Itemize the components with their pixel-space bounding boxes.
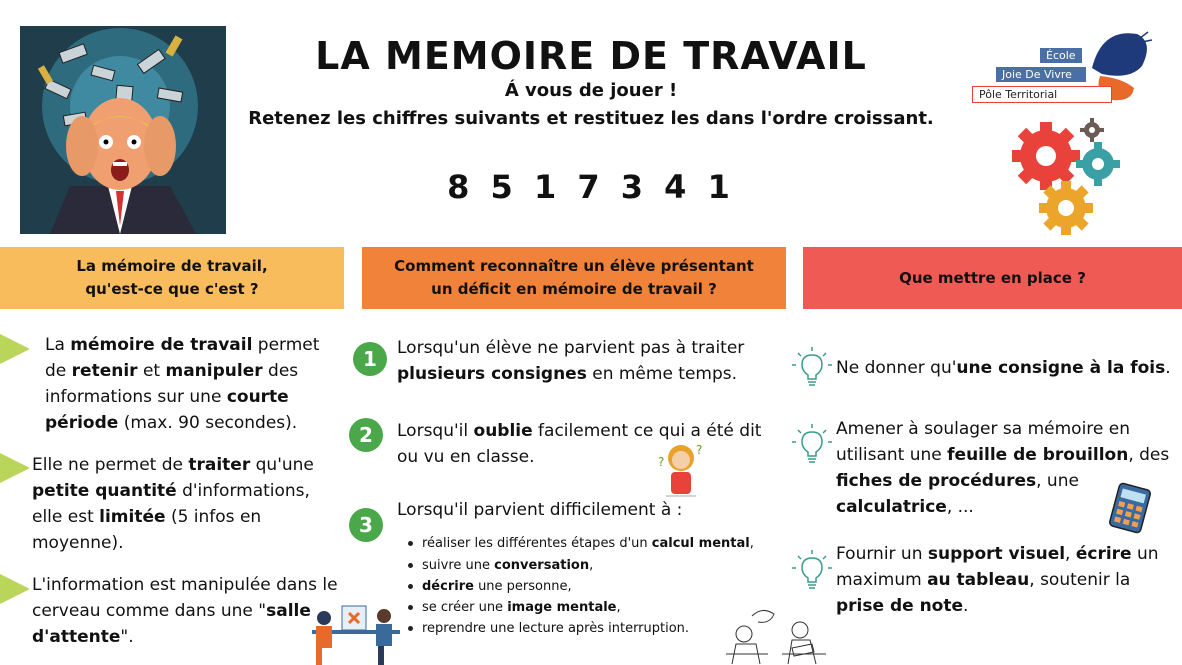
calculator-icon [1104,482,1156,534]
logo-line-joie: Joie De Vivre [996,67,1086,82]
students-sketch-icon [722,604,832,665]
column-heading-what-is [0,247,344,309]
capacity-paragraph: Elle ne permet de traiter qu'une petite quantité d'informations, elle est limitée (5 infos en moyenne). [32,455,314,553]
heading-line: Que mettre en place ? [899,268,1086,287]
logo-line-pole: Pôle Territorial [972,86,1112,103]
tip-visual-support: Fournir un support visuel, écrire un maximum au tableau, soutenir la prise de note. [836,544,1159,616]
list-item: reprendre une lecture après interruption. [408,618,689,639]
sign-difficulty: Lorsqu'il parvient difficilement à : [397,500,683,520]
waiting-room-icon [312,600,400,665]
list-item: suivre une conversation, [408,555,593,576]
lightbulb-icon [790,345,834,389]
green-arrow-icon [0,574,30,604]
lightbulb-icon [790,548,834,592]
gears-icon [1010,116,1130,238]
sign-forgets: Lorsqu'il oublie facilement ce qui a été dit ou vu en classe. [397,421,762,467]
waiting-room-paragraph: L'information est manipulée dans le cerveau comme dans une "salle d'attente". [32,575,338,647]
list-item: se créer une image mentale, [408,597,621,618]
column-heading-recognize [362,247,786,309]
definition-paragraph: La mémoire de travail permet de retenir et manipuler des informations sur une courte période (max. 90 secondes). [45,335,320,433]
school-logo [970,28,1160,106]
heading-line: Comment reconnaître un élève présentant [394,257,754,275]
lightbulb-icon [790,422,834,466]
heading-line: La mémoire de travail, [76,257,268,275]
step-number-1: 1 [353,342,387,376]
list-item: décrire une personne, [408,576,572,597]
column-heading-what-to-do [803,247,1182,309]
subtitle-instructions: Retenez les chiffres suivants et restituez les dans l'ordre croissant. [248,108,934,129]
heading-line: qu'est-ce que c'est ? [85,280,259,298]
green-arrow-icon [0,334,30,364]
tip-one-instruction: Ne donner qu'une consigne à la fois. [836,358,1171,378]
page-title: LA MEMOIRE DE TRAVAIL [315,34,867,78]
logo-line-ecole: École [1040,48,1082,63]
confused-girl-icon [656,440,706,498]
svg-text:?: ? [696,443,703,457]
svg-text:?: ? [658,455,665,469]
digit-sequence: 8 5 1 7 3 4 1 [447,168,735,206]
sign-multiple-instructions: Lorsqu'un élève ne parvient pas à traiter plusieurs consignes en même temps. [397,338,745,384]
heading-line: un déficit en mémoire de travail ? [431,280,717,298]
subtitle-play: Á vous de jouer ! [504,80,678,101]
tip-memory-aids: Amener à soulager sa mémoire en utilisant une feuille de brouillon, des fiches de procédures, une calculatrice, ... [836,419,1170,517]
step-number-2: 2 [349,418,383,452]
step-number-3: 3 [349,508,383,542]
list-item: réaliser les différentes étapes d'un calcul mental, [408,533,754,554]
green-arrow-icon [0,453,30,483]
